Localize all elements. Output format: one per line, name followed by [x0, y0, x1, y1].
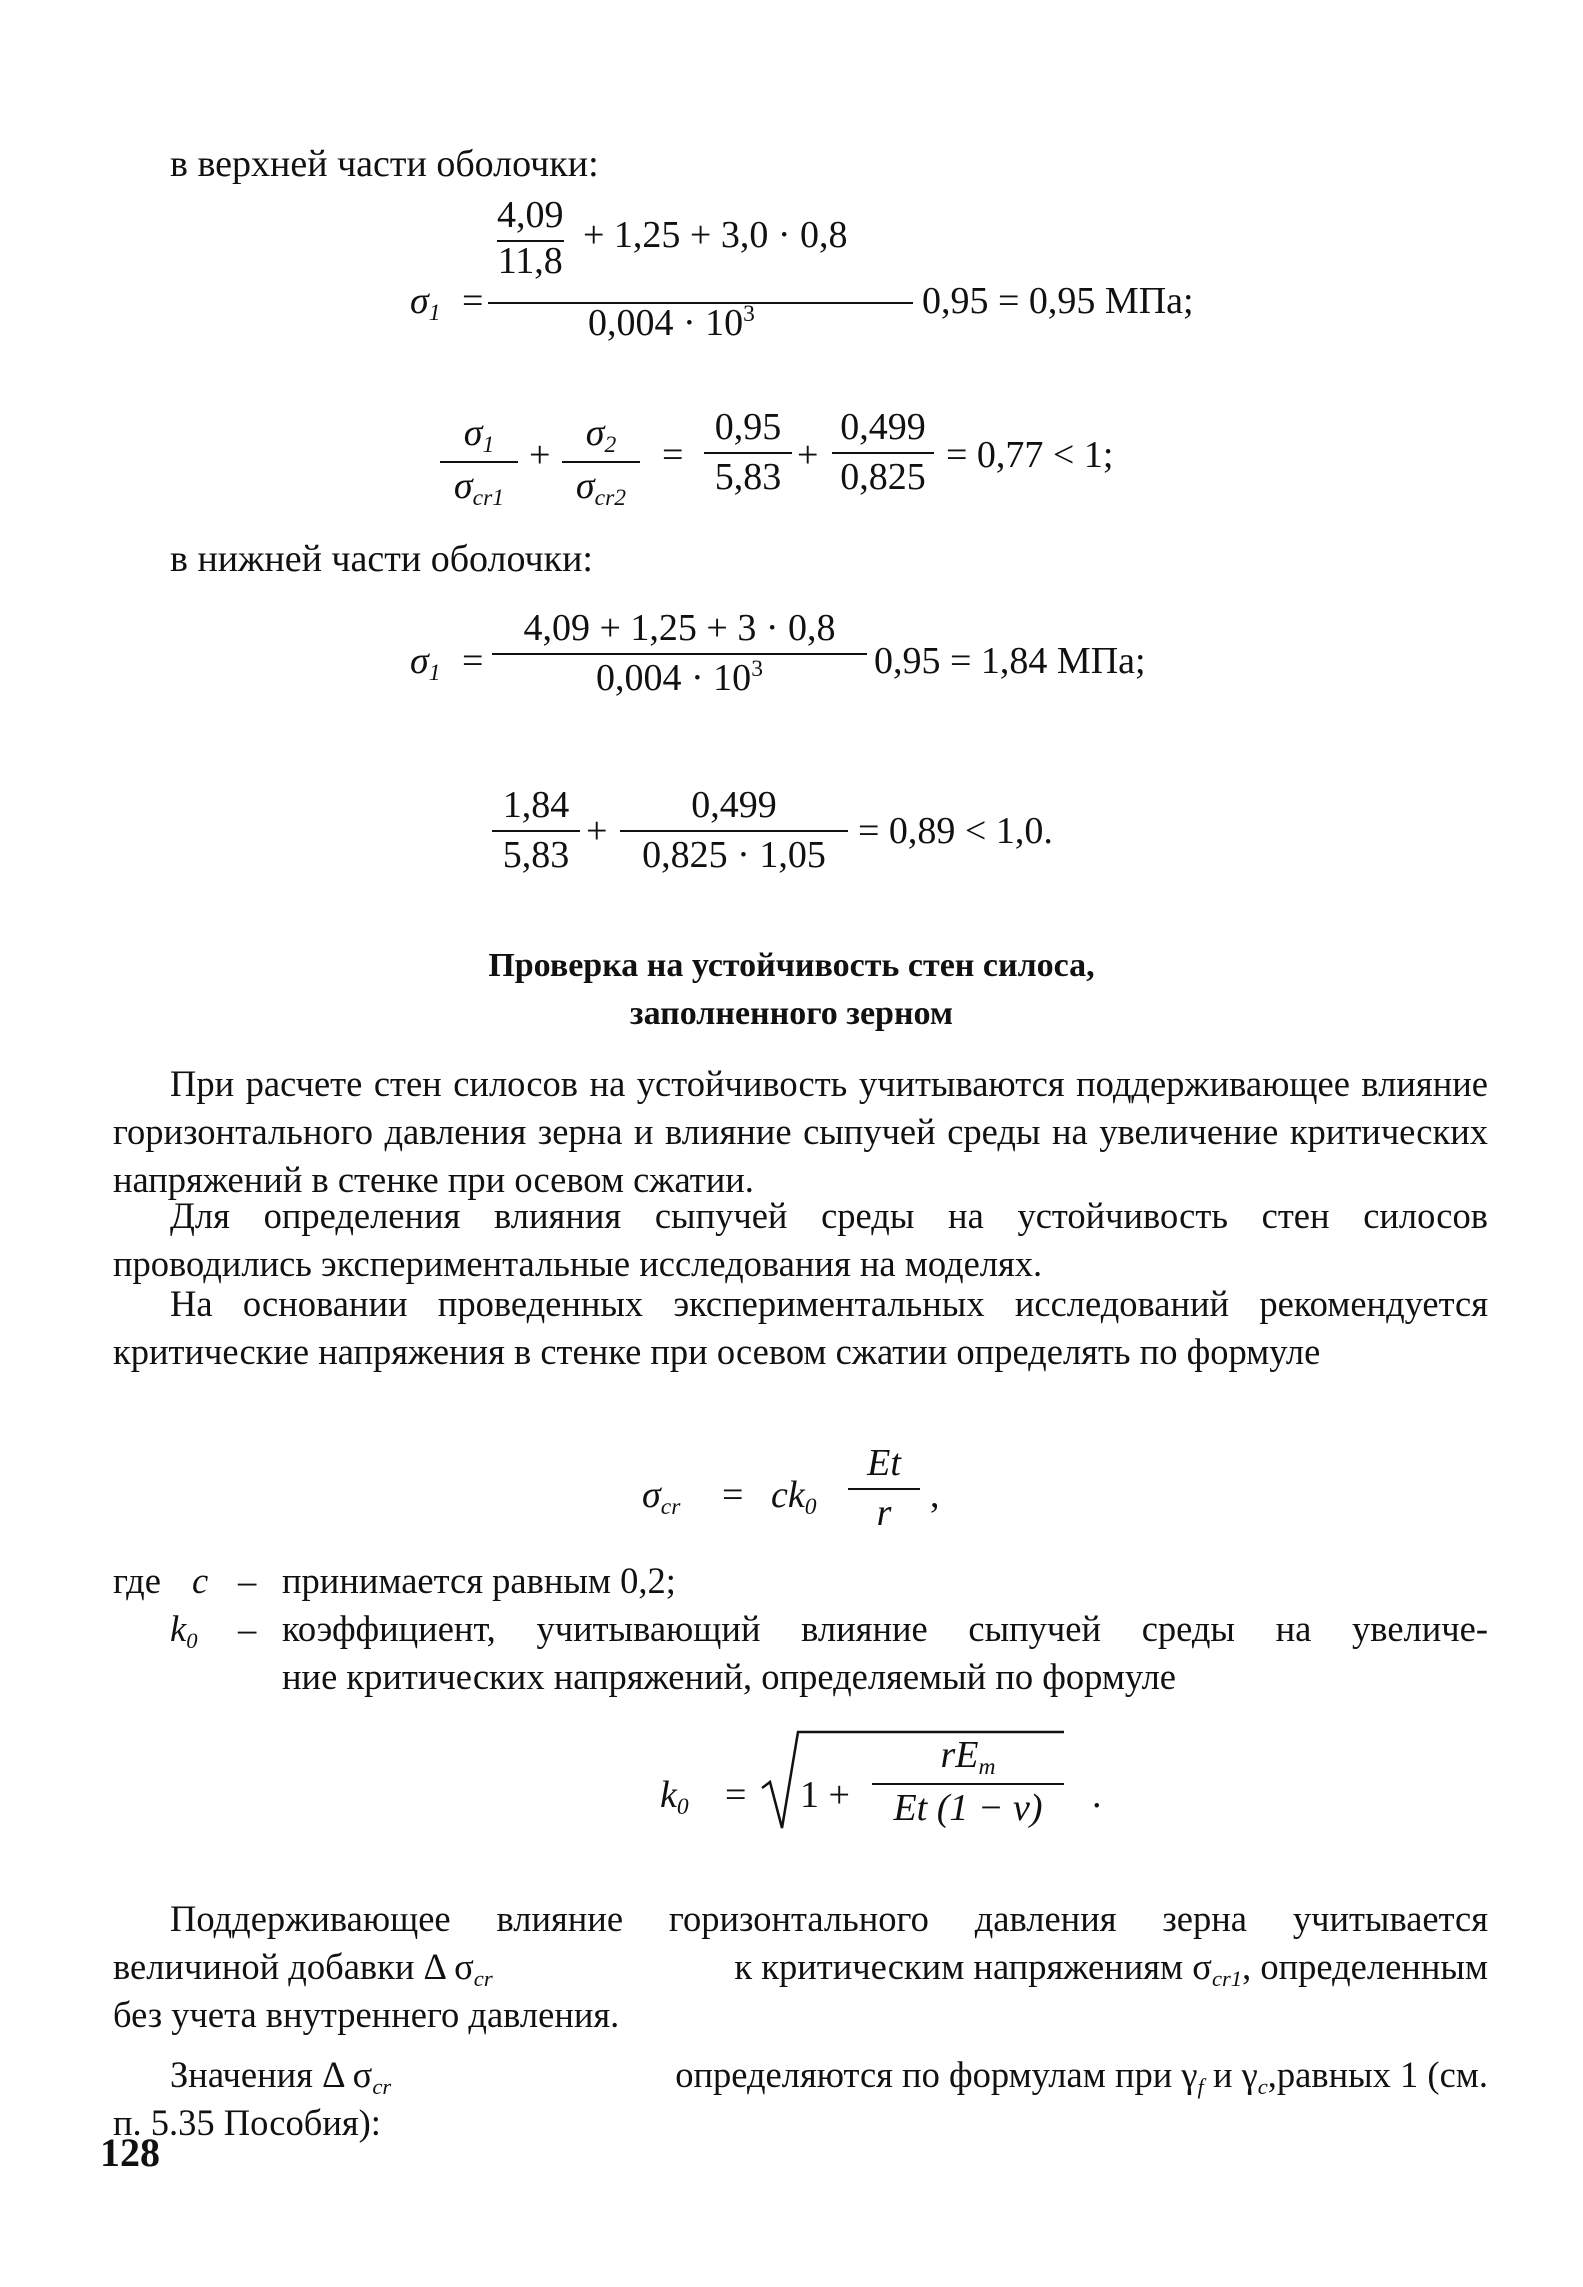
k0-definition-line2: ние критических напряжений, определяемый по формуле: [282, 1656, 1176, 1697]
eq1-inner-fraction: 4,09 11,8: [497, 194, 564, 282]
c-definition: принимается равным 0,2;: [282, 1560, 676, 1601]
eq2-term4: 0,499 0,825: [832, 404, 934, 501]
eq2-result: = 0,77 < 1;: [946, 434, 1114, 476]
eq3-fraction: 4,09 + 1,25 + 3 · 0,8 $0,004 \cdot 10^3$: [492, 605, 867, 702]
paragraph-1: При расчете стен силосов на устойчивость учитываются поддерживающее влияние горизонтального давления зерна и влияние сыпучей среды на увеличение критических напряжений в стенке при осевом сжатии.: [113, 1063, 1488, 1200]
section-heading-line1: Проверка на устойчивость стен силоса,: [488, 947, 1095, 984]
eq4-term1: 1,84 5,83: [492, 782, 580, 879]
paragraph-3: На основании проведенных экспериментальных исследований рекомендуется критические напряжения в стенке при осевом сжатии определять по формуле: [113, 1283, 1488, 1372]
eq1-lhs: $\sigma_1$: [410, 280, 441, 327]
eq4-result: = 0,89 < 1,0.: [858, 810, 1053, 852]
eq2-term2: $\sigma_2$ $\sigma_{cr2}$: [562, 410, 640, 513]
eq2-equals: =: [662, 434, 684, 476]
eq2-plus1: +: [529, 434, 551, 476]
document-page: в верхней части оболочки: $\sigma_1$ = 4,09 11,8 + 1,25 + 3,0 · 0,8 $0,004 \cdot 10^3$ 0,95 = 0,95 МПа; $\sigma_1$ $\sigma_{cr1}$ + $\sigma_2$ $\sigma_{cr2}$ = 0,95 5,83 + 0,499 0,825 = 0,77 < 1; в нижней части оболочки: $\sigma_1$ = 4,09 + 1,25 + 3 · 0,8 $0,004 \cdot 10^3$ 0,95 = 1,84 МПа; 1,84 5,83 + 0,499 0,825 · 1,05 = 0,89 < 1,0. Проверка на устойчивость стен силоса, заполненного зерном При расчете стен силосов на устойчивость учитываются поддерживающее влияние горизонтального давления зерна и влияние сыпучей среды на увеличение критических напряжений в стенке при осевом сжатии. Для определения влияния сыпучей среды на устойчивость стен силосов проводились экспериментальные исследования на моделях. На основании проведенных экспериментальных исследований рекомендуется критические напряжения в стенке при осевом сжатии определять по формуле $\sigma_{cr}$ = $ck_0$ Et r , где c – принимается равным 0,2; $k_0$ – коэффициент, учитывающий влияние сыпучей среды на увеличе- ние критических напряжений, определяемый по формуле $k_0$ = 1 + $rE_m$ Et (1 − ν) . Поддерживающее влияние горизонтального давления зерна учитывается величиной добавки Δ $\sigma_{cr}$ к критическим напряжениям $\sigma_{cr1}$, определенным без учета внутреннего давления. Значения Δ $\sigma_{cr}$ определяются по формулам при $\gamma_f$ и $\gamma_c,равных$ 1 (см. п. 5.35 Пособия): 128: [0, 0, 1583, 2287]
eq2-plus2: +: [797, 434, 819, 476]
eq2-term3: 0,95 5,83: [704, 404, 792, 501]
eq1-numerator-rest: + 1,25 + 3,0 · 0,8: [583, 214, 848, 256]
eq3-equals: =: [462, 640, 484, 682]
eq1-result: 0,95 = 0,95 МПа;: [922, 280, 1194, 322]
section-heading-line2: заполненного зерном: [629, 995, 954, 1032]
upper-part-label: в верхней части оболочки:: [170, 143, 599, 185]
formula-sigma-cr-fraction: Et r: [848, 1440, 920, 1537]
eq4-plus: +: [586, 810, 608, 852]
lower-part-label: в нижней части оболочки:: [170, 538, 593, 580]
eq3-result: 0,95 = 1,84 МПа;: [874, 640, 1146, 682]
eq1-denominator: $0,004 \cdot 10^3$: [588, 301, 755, 345]
eq3-lhs: $\sigma_1$: [410, 640, 441, 687]
k0-definition-line1: коэффициент, учитывающий влияние сыпучей среды на увеличе-: [282, 1608, 1488, 1649]
eq4-term2: 0,499 0,825 · 1,05: [620, 782, 848, 879]
formula-k0-fraction: $rE_m$ Et (1 − ν): [872, 1732, 1064, 1832]
page-number: 128: [100, 2130, 160, 2175]
eq1-equals: =: [462, 280, 484, 322]
paragraph-2: Для определения влияния сыпучей среды на устойчивость стен силосов проводились экспериментальные исследования на моделях.: [113, 1195, 1488, 1284]
eq2-term1: $\sigma_1$ $\sigma_{cr1}$: [440, 410, 518, 513]
